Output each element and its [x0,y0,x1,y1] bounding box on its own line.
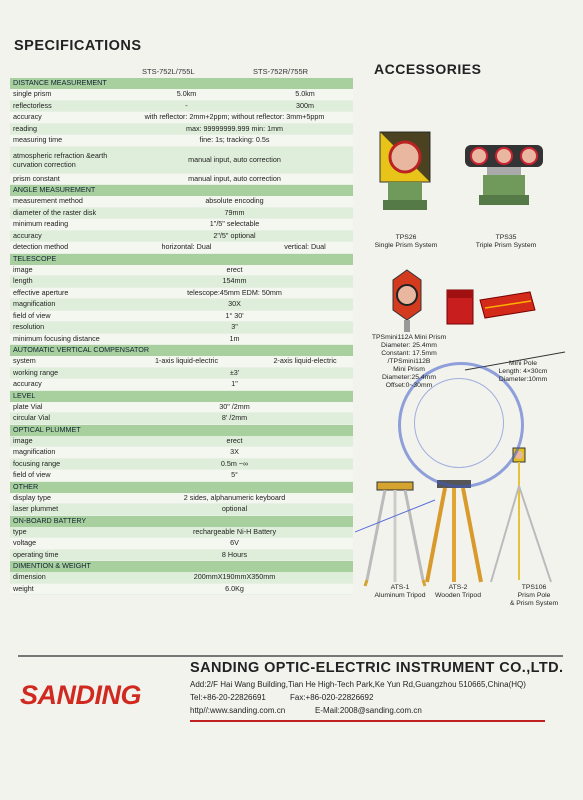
spec-row [10,299,353,311]
spec-value: rechargeable Ni-H Battery [116,527,353,538]
spec-row [10,219,353,231]
ats2-caption [420,584,496,600]
mini-prism-diameter: Diameter: 25.4mm [381,342,437,349]
spec-label: operating time [10,549,116,561]
spec-row [10,447,353,459]
spec-label: accuracy [10,230,116,242]
spec-section-header [10,78,353,89]
footer-red-rule [190,720,545,722]
spec-value: absolute encoding [116,196,353,207]
mini-prism-label: Mini Prism [393,366,425,373]
spec-value: 8 Hours [116,549,353,561]
spec-row [10,549,353,561]
spec-value-col2: 2-axis liquid-electric [257,356,353,367]
section-title: AUTOMATIC VERTICAL COMPENSATOR [10,345,353,357]
single-prism-image [380,132,430,210]
spec-value: 6.0Kg [116,583,353,595]
spec-section-header [10,515,353,527]
spec-row [10,123,353,135]
sanding-logo: SANDING [20,680,142,710]
spec-value: 1m [116,333,353,345]
spec-value: manual input, auto correction [116,146,353,173]
ats2-name: Wooden Tripod [435,592,481,599]
spec-section-header [10,424,353,436]
spec-value: max: 99999999.999 min: 1mm [116,123,353,135]
spec-label: atmospheric refraction &earth curvation correction [10,146,116,173]
section-title: OPTICAL PLUMMET [10,424,353,436]
spec-value: 1° 30' [116,310,353,322]
company-website[interactable]: http//:www.sanding.com.cn [190,706,286,715]
spec-column-header [10,65,353,77]
spec-row [10,583,353,595]
spec-row [10,367,353,379]
spec-row [10,207,353,219]
accessories-title: ACCESSORIES [374,61,482,77]
spec-value: with reflector: 2mm+2ppm; without reflector: 3mm+5ppm [116,112,353,124]
spec-label: reflectorless [10,100,116,112]
spec-value: fine: 1s; tracking: 0.5s [116,135,353,147]
spec-label: diameter of the raster disk [10,207,116,219]
spec-row [10,135,353,147]
spec-row [10,89,353,100]
spec-value: 154mm [116,276,353,288]
spec-row [10,527,353,538]
spec-table [10,78,353,595]
spec-label: magnification [10,299,116,311]
triple-prism-image [465,145,543,205]
spec-label: laser plummet [10,504,116,516]
tps26-code: TPS26 [395,234,417,241]
spec-label: circular Vial [10,413,116,425]
spec-value: 1" [116,379,353,391]
tps35-code: TPS35 [495,234,517,241]
spec-section-header [10,481,353,493]
mini-prism-offset: Offset:0~30mm [385,382,433,389]
aluminum-tripod-image [365,482,425,586]
spec-label: display type [10,493,116,504]
spec-row [10,112,353,124]
spec-section-header [10,345,353,357]
mini-pole-title: Mini Pole [509,360,537,367]
spec-label: focusing range [10,458,116,470]
section-title: TELESCOPE [10,253,353,265]
section-title: OTHER [10,481,353,493]
spec-row [10,287,353,299]
company-email[interactable]: E-Mail:2008@sanding.com.cn [315,706,422,715]
section-title: DIMENTION & WEIGHT [10,561,353,573]
spec-label: field of view [10,470,116,482]
spec-label: working range [10,367,116,379]
tps35-caption [466,234,546,250]
prism-pouch-image [447,290,473,324]
company-address: Add:2/F Hai Wang Building,Tian He High-Tech Park,Ke Yun Rd,Guangzhou 510665,China(HQ) [190,680,526,689]
spec-row [10,333,353,345]
spec-row [10,100,353,112]
footer-divider [18,655,563,657]
mini-prism-caption [364,334,454,390]
spec-value: 2 sides, alphanumeric keyboard [116,493,353,504]
spec-label: image [10,265,116,276]
spec-value: 2"/5" optional [116,230,353,242]
section-title: DISTANCE MEASUREMENT [10,78,353,89]
spec-value: erect [116,436,353,447]
spec-label: effective aperture [10,287,116,299]
mini-prism-b-diameter: Diameter:25.4mm [381,374,436,381]
company-name: SANDING OPTIC-ELECTRIC INSTRUMENT CO.,LTD. [190,660,564,676]
spec-row [10,265,353,276]
mini-prism-model-b: /TPSmini112B [387,358,431,365]
spec-value: 3" [116,322,353,334]
spec-label: minimum focusing distance [10,333,116,345]
tps26-caption [366,234,446,250]
spec-value: ±3' [116,367,353,379]
tps106-caption [496,584,572,608]
spec-label: measuring time [10,135,116,147]
spec-section-header [10,253,353,265]
spec-label: accuracy [10,112,116,124]
spec-row [10,322,353,334]
spec-row [10,379,353,391]
spec-value: 30" /2mm [116,402,353,413]
spec-label: type [10,527,116,538]
spec-value: 5° [116,470,353,482]
model-col-1: STS-752L/755L [142,67,195,76]
mini-pole-length: Length: 4×30cm [498,368,548,375]
spec-section-header [10,390,353,402]
spec-label: image [10,436,116,447]
spec-row [10,230,353,242]
section-title: LEVEL [10,390,353,402]
spec-label: reading [10,123,116,135]
spec-label: detection method [10,242,116,254]
spec-row [10,436,353,447]
tps26-name: Single Prism System [374,242,438,249]
spec-value-col2: vertical: Dual [257,242,353,254]
spec-row [10,173,353,185]
spec-row [10,572,353,583]
spec-row [10,504,353,516]
spec-label: voltage [10,538,116,550]
spec-value-col1: horizontal: Dual [116,242,257,254]
mini-prism-title: TPSmini112A Mini Prism [371,334,447,341]
spec-label: system [10,356,116,367]
tps35-name: Triple Prism System [475,242,537,249]
pole-bag-image [480,292,535,318]
spec-row [10,146,353,173]
wooden-tripod-image [427,480,481,582]
spec-value: 3X [116,447,353,459]
ats2-code: ATS-2 [448,584,468,591]
spec-label: dimension [10,572,116,583]
tps106-line2: & Prism System [509,600,559,607]
specifications-title: SPECIFICATIONS [14,38,142,54]
tps106-code: TPS106 [521,584,547,591]
company-tel: Tel:+86-20-22826691 [190,693,266,702]
ats1-name: Aluminum Tripod [374,592,426,599]
spec-row [10,402,353,413]
spec-label: minimum reading [10,219,116,231]
spec-value: erect [116,265,353,276]
spec-value-col2: 300m [257,100,353,112]
spec-label: length [10,276,116,288]
spec-label: prism constant [10,173,116,185]
spec-label: accuracy [10,379,116,391]
spec-value-col1: 1-axis liquid-electric [116,356,257,367]
spec-value-col2: 5.0km [257,89,353,100]
spec-label: single prism [10,89,116,100]
spec-label: plate Vial [10,402,116,413]
tps106-line1: Prism Pole [517,592,551,599]
spec-value: 200mmX190mmX350mm [116,572,353,583]
spec-value: 30X [116,299,353,311]
spec-section-header [10,185,353,197]
spec-value: 0.5m ~∞ [116,458,353,470]
spec-row [10,310,353,322]
mini-pole-diameter: Diameter:10mm [498,376,548,383]
spec-label: weight [10,583,116,595]
spec-row [10,276,353,288]
spec-label: measurement method [10,196,116,207]
spec-value: 79mm [116,207,353,219]
section-title: ON-BOARD BATTERY [10,515,353,527]
model-col-2: STS-752R/755R [253,67,309,76]
spec-label: resolution [10,322,116,334]
spec-label: field of view [10,310,116,322]
mini-prism-image [393,270,421,332]
official-stamp-inner [414,378,504,468]
spec-value-col1: - [116,100,257,112]
spec-value: 8' /2mm [116,413,353,425]
spec-value: 1"/5" selectable [116,219,353,231]
ats1-code: ATS-1 [390,584,410,591]
spec-row [10,242,353,254]
section-title: ANGLE MEASUREMENT [10,185,353,197]
spec-row [10,196,353,207]
company-fax: Fax:+86-020-22826692 [290,693,374,702]
spec-row [10,538,353,550]
mini-prism-constant: Constant: 17.5mm [381,350,437,357]
spec-section-header [10,561,353,573]
spec-value: optional [116,504,353,516]
spec-row [10,413,353,425]
spec-row [10,458,353,470]
spec-row [10,470,353,482]
spec-label: magnification [10,447,116,459]
spec-value: telescope:45mm EDM: 50mm [116,287,353,299]
spec-value-col1: 5.0km [116,89,257,100]
spec-row [10,356,353,367]
mini-pole-caption [478,360,568,384]
spec-value: manual input, auto correction [116,173,353,185]
spec-row [10,493,353,504]
spec-value: 6V [116,538,353,550]
